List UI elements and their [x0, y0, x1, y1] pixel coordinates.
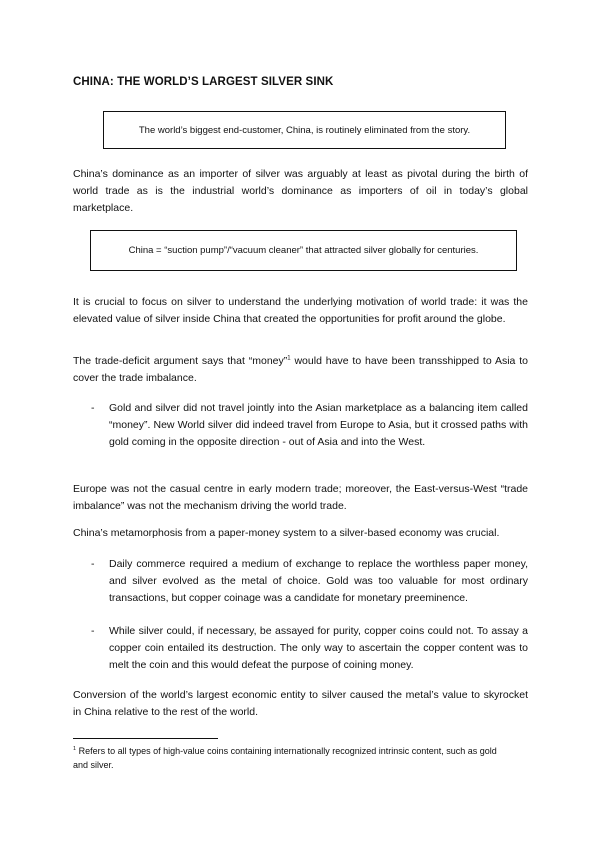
paragraph: It is crucial to focus on silver to understand the underlying motivation of world trade: it was the elevated value of silver inside China that created the opportunities for profit around the globe.: [73, 296, 528, 325]
footnote-text: Refers to all types of high-value coins containing internationally recognized intrinsic content, such as gold and silver.: [73, 746, 497, 770]
callout-box: [90, 230, 517, 271]
footnote-reference[interactable]: 1: [287, 355, 291, 362]
paragraph-text: The trade-deficit argument says that “money”: [73, 355, 288, 367]
callout-text: China = “suction pump”/“vacuum cleaner” that attracted silver globally for centuries.: [128, 245, 479, 256]
list-item-text: Gold and silver did not travel jointly into the Asian marketplace as a balancing item called “money”. New World silver did indeed travel from Europe to Asia, but it crossed paths with gold coming in the opposite direction - out of Asia and into the West.: [109, 402, 528, 448]
paragraph-text: would have to have been transshipped to Asia to cover the trade imbalance.: [73, 355, 528, 384]
footnote-marker: 1: [73, 746, 77, 752]
paragraph: China’s metamorphosis from a paper-money system to a silver-based economy was crucial.: [73, 527, 500, 539]
footnote-divider: [73, 738, 218, 739]
page-title: CHINA: THE WORLD’S LARGEST SILVER SINK: [73, 76, 334, 88]
list-item: [91, 556, 528, 606]
list-item: [91, 623, 528, 673]
bullet-marker: -: [91, 558, 95, 570]
paragraph: [73, 353, 528, 387]
list-item-text: While silver could, if necessary, be assayed for purity, copper coins could not. To assay a copper coin entailed its destruction. The only way to ascertain the copper content was to melt the coin and this would defeat the purpose of coining money.: [109, 625, 528, 671]
bullet-marker: -: [91, 625, 95, 637]
callout-text: The world’s biggest end-customer, China, is routinely eliminated from the story.: [138, 124, 471, 136]
paragraph: Conversion of the world’s largest economic entity to silver caused the metal’s value to skyrocket in China relative to the rest of the world.: [73, 689, 528, 718]
list-item: [91, 400, 528, 450]
footnote: [73, 744, 503, 772]
list-item-text: Daily commerce required a medium of exchange to replace the worthless paper money, and silver evolved as the metal of choice. Gold was too valuable for most ordinary transactions, but copper coinage was a candidate for monetary preeminence.: [109, 558, 528, 604]
bullet-marker: -: [91, 402, 95, 414]
callout-box: [103, 111, 506, 149]
paragraph: Europe was not the casual centre in early modern trade; moreover, the East-versus-West “trade imbalance” was not the mechanism driving the world trade.: [73, 483, 528, 512]
paragraph: China’s dominance as an importer of silver was arguably at least as pivotal during the birth of world trade as is the industrial world’s dominance as importers of oil in today’s global marketplace.: [73, 168, 528, 214]
